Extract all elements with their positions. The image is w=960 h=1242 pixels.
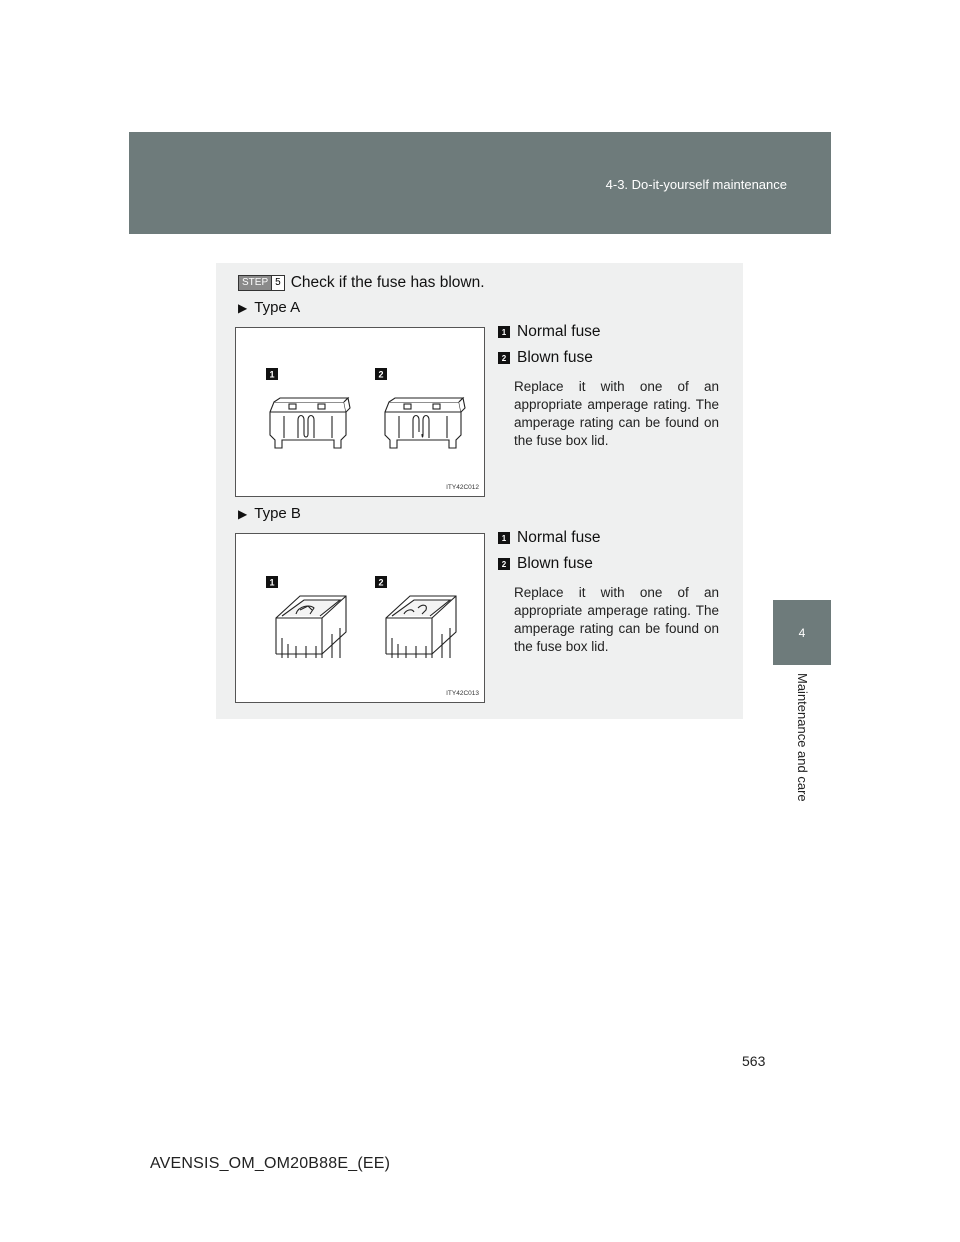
type-b-fuse-illustration — [236, 534, 484, 702]
type-a-figure — [235, 327, 485, 497]
chapter-tab-number — [773, 600, 831, 665]
section-title: 4-3. Do-it-yourself maintenance — [605, 177, 787, 192]
type-a-callout-1: 1 — [269, 369, 275, 380]
triangle-right-icon: ▶ — [238, 506, 248, 521]
step-content-box — [216, 263, 743, 719]
chapter-title: Maintenance and care — [795, 673, 810, 802]
type-a-legend-2 — [498, 349, 593, 367]
chapter-number: 4 — [798, 625, 806, 640]
type-a-legend-1 — [498, 323, 601, 341]
type-b-legend-2-text: Blown fuse — [517, 555, 593, 572]
step-word: STEP — [242, 277, 269, 288]
type-b-legend-2 — [498, 555, 593, 573]
type-b-description: Replace it with one of an appropriate amperage rating. The amperage rating can be found on the fuse box lid. — [514, 585, 719, 654]
document-code: AVENSIS_OM_OM20B88E_(EE) — [150, 1155, 391, 1172]
step-instruction: Check if the fuse has blown. — [290, 274, 485, 291]
callout-number-icon: 2 — [498, 352, 510, 364]
callout-number-icon: 1 — [498, 532, 510, 544]
type-b-legend-1-text: Normal fuse — [517, 529, 601, 546]
page-number: 563 — [742, 1053, 766, 1069]
triangle-right-icon: ▶ — [238, 300, 248, 315]
type-b-heading — [238, 505, 301, 522]
callout-number-icon: 2 — [498, 558, 510, 570]
callout-number-icon: 1 — [498, 326, 510, 338]
type-b-legend-1 — [498, 529, 601, 547]
step-heading — [238, 274, 485, 292]
type-a-figure-code: ITY42C012 — [446, 484, 479, 491]
type-a-label: Type A — [254, 299, 301, 316]
type-b-label: Type B — [254, 505, 301, 522]
chapter-tab-label — [773, 665, 831, 820]
type-b-figure-code: ITY42C013 — [446, 690, 479, 697]
step-badge — [238, 275, 285, 291]
type-b-callout-2: 2 — [378, 577, 384, 588]
step-number: 5 — [271, 276, 284, 290]
type-b-figure — [235, 533, 485, 703]
header-band — [129, 132, 831, 234]
type-b-callout-1: 1 — [269, 577, 275, 588]
type-a-fuse-illustration — [236, 328, 484, 496]
type-a-legend-2-text: Blown fuse — [517, 349, 593, 366]
type-a-description: Replace it with one of an appropriate amperage rating. The amperage rating can be found on the fuse box lid. — [514, 379, 719, 448]
type-a-legend-1-text: Normal fuse — [517, 323, 601, 340]
type-a-heading — [238, 299, 300, 316]
type-a-callout-2: 2 — [378, 369, 384, 380]
